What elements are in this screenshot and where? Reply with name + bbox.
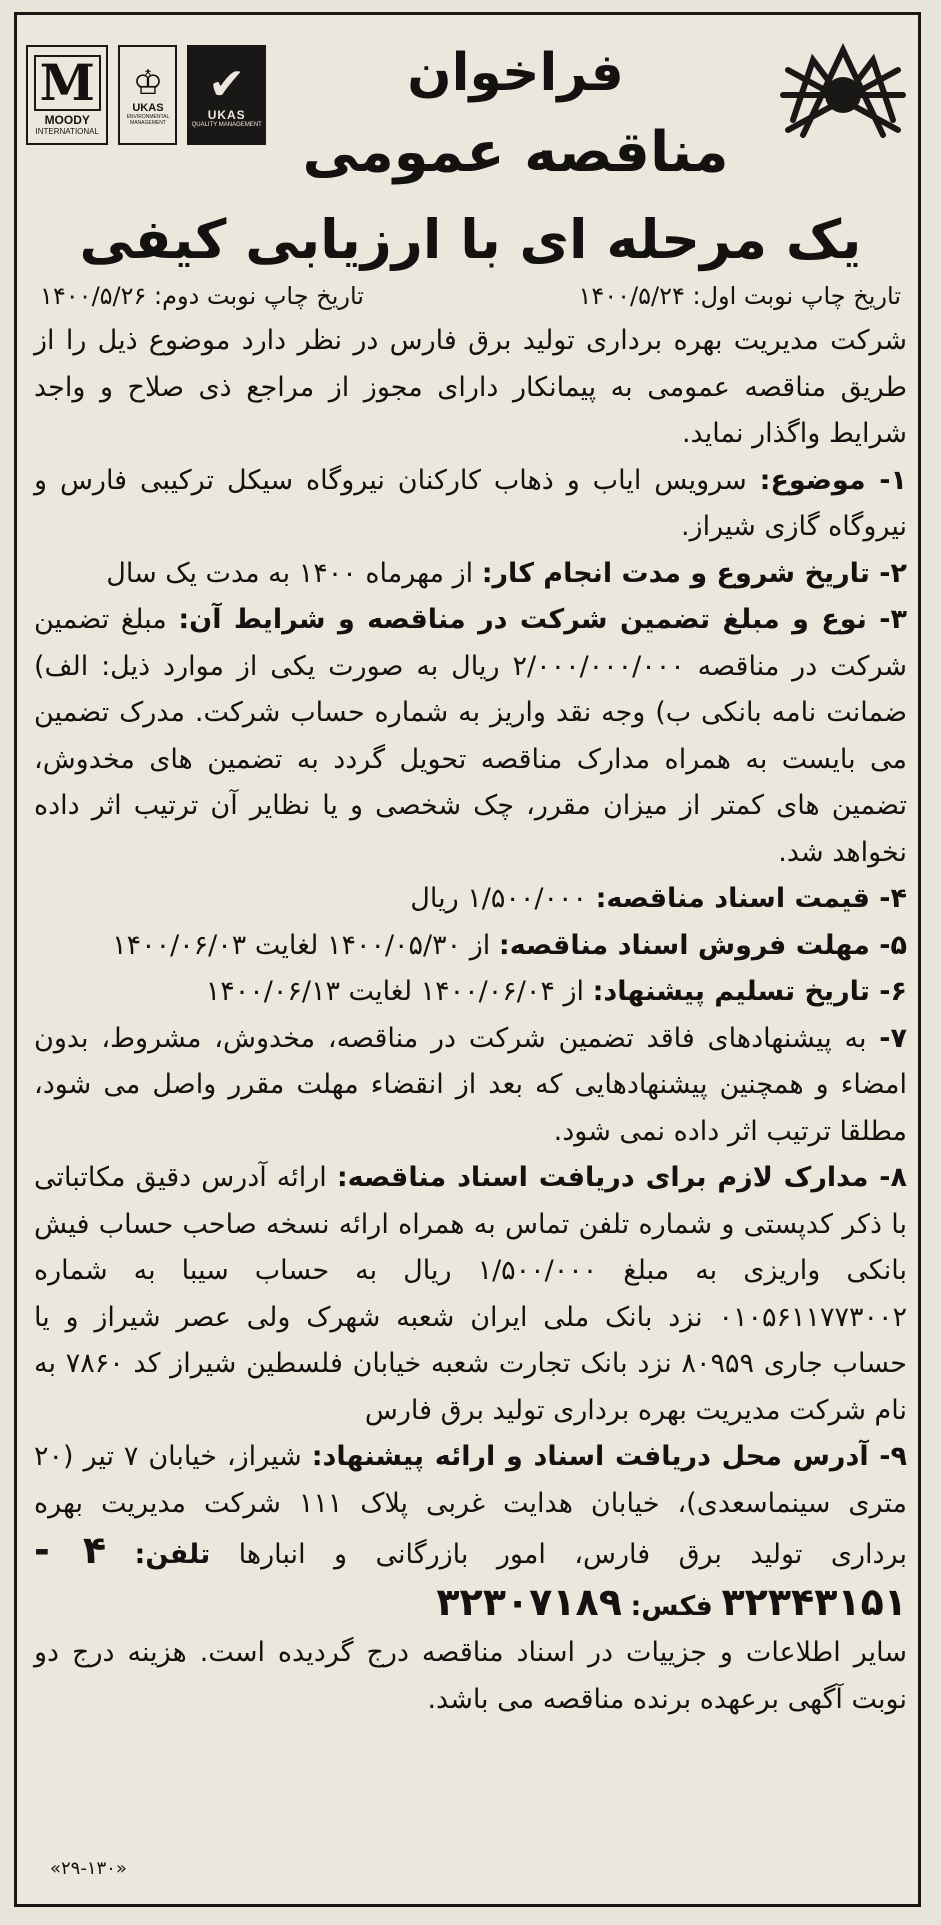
item-5-text: از ۱۴۰۰/۰۵/۳۰ لغایت ۱۴۰۰/۰۶/۰۳: [112, 929, 499, 961]
notice-subtitle: مناقصه عمومی: [302, 120, 729, 185]
print-dates: [40, 276, 901, 316]
fax-label: فکس:: [630, 1590, 713, 1622]
item-8-text: ارائه آدرس دقیق مکاتباتی با ذکر کدپستی و شماره تلفن تماس به همراه ارائه نسخه صاحب حساب فیش بانکی واریزی به مبلغ ۱/۵۰۰/۰۰۰ ریال به حساب سیبا به شماره ۰۱۰۵۶۱۱۷۷۳۰۰۲ نزد بانک ملی ایران شعبه شهرک ولی عصر شیراز و یا حساب جاری ۸۰۹۵۹ نزد بانک تجارت شعبه خیابان فلسطین شیراز کد ۷۸۶۰ به نام شرکت مدیریت بهره برداری تولید برق فارس: [34, 1162, 907, 1426]
company-emblem-icon: [773, 40, 913, 150]
ukas-big-label: UKAS: [207, 108, 246, 122]
item-8: [34, 1155, 907, 1434]
item-4-heading: ۴- قیمت اسناد مناقصه:: [595, 883, 907, 914]
item-7: [34, 1016, 907, 1156]
phone-number: ۴ - ۳۲۳۴۳۱۵۱: [34, 1528, 907, 1624]
item-1-heading: ۱- موضوع:: [759, 464, 908, 496]
crown-tick-icon: ✔: [208, 59, 246, 110]
item-7-heading: ۷-: [879, 1022, 907, 1054]
item-2-text: از مهرماه ۱۴۰۰ به مدت یک سال: [106, 557, 482, 589]
item-8-heading: ۸- مدارک لازم برای دریافت اسناد مناقصه:: [336, 1162, 907, 1193]
item-9-text: شیراز، خیابان ۷ تیر (۲۰ متری سینماسعدی)، خیابان هدایت غربی پلاک ۱۱۱ شرکت مدیریت بهره برداری تولید برق فارس، امور بازرگانی و انبارها: [34, 1441, 907, 1570]
moody-sublabel: INTERNATIONAL: [35, 126, 99, 136]
moody-label: MOODY: [44, 112, 90, 127]
item-3-heading: ۳- نوع و مبلغ تضمین شرکت در مناقصه و شرایط آن:: [178, 604, 907, 635]
print-date-first: تاریخ چاپ نوبت اول: ۱۴۰۰/۵/۲۴: [578, 282, 901, 310]
item-6-text: از ۱۴۰۰/۰۶/۰۴ لغایت ۱۴۰۰/۰۶/۱۳: [205, 976, 593, 1007]
item-6-heading: ۶- تاریخ تسلیم پیشنهاد:: [592, 976, 907, 1007]
item-5-heading: ۵- مهلت فروش اسناد مناقصه:: [498, 929, 907, 961]
item-2-heading: ۲- تاریخ شروع و مدت انجام کار:: [481, 557, 907, 589]
item-6: [34, 969, 907, 1016]
ukas-quality-logo: [187, 45, 266, 145]
item-2: [34, 551, 907, 598]
fax-number: ۳۲۳۰۷۱۸۹: [436, 1579, 622, 1624]
item-9-heading: ۹- آدرس محل دریافت اسناد و ارائه پیشنهاد:: [311, 1441, 907, 1472]
item-4-text: ۱/۵۰۰/۰۰۰ ریال: [410, 883, 596, 914]
item-4: [34, 876, 907, 923]
intro-paragraph: شرکت مدیریت بهره برداری تولید برق فارس در نظر دارد موضوع ذیل را از طریق مناقصه عمومی به پیمانکار دارای مجوز از مراجع ذی صلاح و واجد شرایط واگذار نماید.: [34, 325, 907, 449]
item-1: [34, 458, 907, 551]
notice-body: [34, 318, 907, 1723]
notice-type: یک مرحله ای با ارزیابی کیفی: [79, 208, 862, 271]
item-7-text: به پیشنهادهای فاقد تضمین شرکت در مناقصه، مخدوش، مشروط، بدون امضاء و همچنین پیشنهادهایی که بعد از انقضاء مهلت مقرر واصل می شود، مطلقا ترتیب اثر داده نمی شود.: [34, 1022, 907, 1147]
ukas-big-sublabel: QUALITY MANAGEMENT: [191, 122, 262, 128]
moody-mark: M: [34, 55, 101, 111]
phone-label: تلفن:: [134, 1539, 211, 1570]
crown-icon: ♔: [132, 63, 164, 103]
ad-code: «۲۹-۱۳۰»: [50, 1858, 127, 1879]
item-3-text: مبلغ تضمین شرکت در مناقصه ۲/۰۰۰/۰۰۰/۰۰۰ ریال به صورت یکی از موارد ذیل: الف) ضمانت نامه بانکی ب) وجه نقد واریز به شماره حساب شرکت. مدرک تضمین می بایست به همراه مدارک مناقصه تحویل گردد به تضمین های مخدوش، تضمین های کمتر از میزان مقرر، چک شخصی و یا نظایر آن ترتیب اثر داده نخواهد شد.: [34, 604, 907, 868]
ukas-small-sublabel: ENVIRONMENTAL MANAGEMENT: [126, 114, 170, 126]
moody-logo: [26, 45, 108, 145]
footer-paragraph: سایر اطلاعات و جزییات در اسناد مناقصه درج گردیده است. هزینه درج دو نوبت آگهی برعهده برنده مناقصه می باشد.: [34, 1637, 907, 1715]
item-5: [34, 923, 907, 970]
item-9: [34, 1434, 907, 1630]
item-1-text: سرویس ایاب و ذهاب کارکنان نیروگاه سیکل ترکیبی فارس و نیروگاه گازی شیراز.: [34, 464, 907, 542]
notice-title: فراخوان: [407, 43, 624, 103]
ukas-environmental-logo: [118, 45, 177, 145]
certification-logos: [26, 40, 266, 150]
ukas-small-label: UKAS: [132, 102, 164, 114]
print-date-second: تاریخ چاپ نوبت دوم: ۱۴۰۰/۵/۲۶: [40, 282, 364, 310]
item-3: [34, 597, 907, 876]
